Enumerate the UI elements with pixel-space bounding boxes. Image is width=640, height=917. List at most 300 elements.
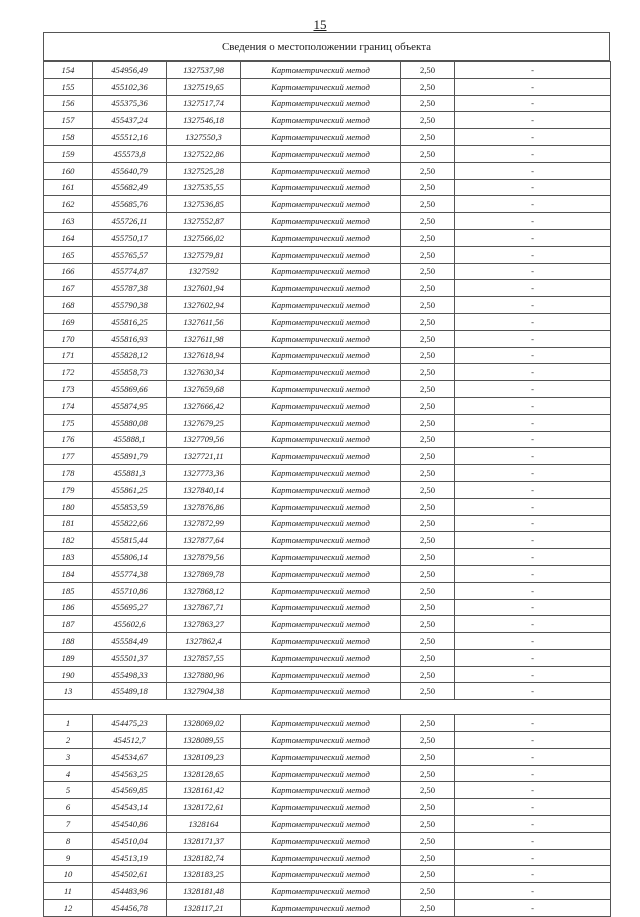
description-cell: - — [455, 246, 611, 263]
table-row — [44, 866, 611, 883]
coord-x-cell: 455853,59 — [93, 498, 167, 515]
method-cell: Картометрический метод — [241, 78, 401, 95]
table-row — [44, 431, 611, 448]
table-title: Сведения о местоположении границ объекта — [43, 32, 610, 61]
description-cell: - — [455, 330, 611, 347]
point-number-cell: 170 — [44, 330, 93, 347]
accuracy-cell: 2,50 — [401, 532, 455, 549]
description-cell: - — [455, 883, 611, 900]
coord-x-cell: 454513,19 — [93, 849, 167, 866]
coord-x-cell: 455602,6 — [93, 616, 167, 633]
coord-x-cell: 455874,95 — [93, 397, 167, 414]
method-cell: Картометрический метод — [241, 666, 401, 683]
description-cell: - — [455, 481, 611, 498]
coord-x-cell: 455489,18 — [93, 683, 167, 700]
description-cell: - — [455, 515, 611, 532]
description-cell: - — [455, 95, 611, 112]
coord-y-cell: 1327869,78 — [167, 565, 241, 582]
accuracy-cell: 2,50 — [401, 549, 455, 566]
table-row — [44, 765, 611, 782]
accuracy-cell: 2,50 — [401, 765, 455, 782]
coord-y-cell: 1327868,12 — [167, 582, 241, 599]
description-cell: - — [455, 532, 611, 549]
coord-x-cell: 455685,76 — [93, 196, 167, 213]
method-cell: Картометрический метод — [241, 515, 401, 532]
accuracy-cell: 2,50 — [401, 263, 455, 280]
table-row — [44, 532, 611, 549]
description-cell: - — [455, 799, 611, 816]
accuracy-cell: 2,50 — [401, 565, 455, 582]
method-cell: Картометрический метод — [241, 196, 401, 213]
table-row — [44, 229, 611, 246]
coord-x-cell: 454475,23 — [93, 715, 167, 732]
method-cell: Картометрический метод — [241, 414, 401, 431]
method-cell: Картометрический метод — [241, 481, 401, 498]
method-cell: Картометрический метод — [241, 782, 401, 799]
method-cell: Картометрический метод — [241, 297, 401, 314]
point-number-cell: 171 — [44, 347, 93, 364]
point-number-cell: 177 — [44, 448, 93, 465]
coord-x-cell: 454540,86 — [93, 816, 167, 833]
coord-y-cell: 1327550,3 — [167, 129, 241, 146]
description-cell: - — [455, 732, 611, 749]
coord-y-cell: 1327522,86 — [167, 145, 241, 162]
method-cell: Картометрический метод — [241, 448, 401, 465]
accuracy-cell: 2,50 — [401, 782, 455, 799]
method-cell: Картометрический метод — [241, 683, 401, 700]
point-number-cell: 165 — [44, 246, 93, 263]
point-number-cell: 10 — [44, 866, 93, 883]
method-cell: Картометрический метод — [241, 599, 401, 616]
method-cell: Картометрический метод — [241, 816, 401, 833]
coord-x-cell: 455858,73 — [93, 364, 167, 381]
point-number-cell: 5 — [44, 782, 93, 799]
coord-x-cell: 455512,16 — [93, 129, 167, 146]
description-cell: - — [455, 666, 611, 683]
table-row — [44, 715, 611, 732]
table-row — [44, 263, 611, 280]
table-row — [44, 683, 611, 700]
method-cell: Картометрический метод — [241, 715, 401, 732]
method-cell: Картометрический метод — [241, 582, 401, 599]
point-number-cell: 6 — [44, 799, 93, 816]
method-cell: Картометрический метод — [241, 381, 401, 398]
method-cell: Картометрический метод — [241, 832, 401, 849]
method-cell: Картометрический метод — [241, 549, 401, 566]
point-number-cell: 4 — [44, 765, 93, 782]
method-cell: Картометрический метод — [241, 397, 401, 414]
description-cell: - — [455, 549, 611, 566]
accuracy-cell: 2,50 — [401, 347, 455, 364]
description-cell: - — [455, 649, 611, 666]
coord-x-cell: 455869,66 — [93, 381, 167, 398]
coord-y-cell: 1328109,23 — [167, 748, 241, 765]
point-group-2 — [44, 715, 611, 917]
method-cell: Картометрический метод — [241, 748, 401, 765]
point-number-cell: 184 — [44, 565, 93, 582]
coord-y-cell: 1327659,68 — [167, 381, 241, 398]
accuracy-cell: 2,50 — [401, 900, 455, 917]
accuracy-cell: 2,50 — [401, 515, 455, 532]
accuracy-cell: 2,50 — [401, 849, 455, 866]
table-row — [44, 883, 611, 900]
point-number-cell: 180 — [44, 498, 93, 515]
description-cell: - — [455, 633, 611, 650]
description-cell: - — [455, 78, 611, 95]
coord-x-cell: 455828,12 — [93, 347, 167, 364]
table-row — [44, 448, 611, 465]
coord-y-cell: 1327566,02 — [167, 229, 241, 246]
point-number-cell: 187 — [44, 616, 93, 633]
coord-y-cell: 1327709,56 — [167, 431, 241, 448]
coord-y-cell: 1327721,11 — [167, 448, 241, 465]
point-number-cell: 163 — [44, 213, 93, 230]
coord-y-cell: 1327872,99 — [167, 515, 241, 532]
method-cell: Картометрический метод — [241, 62, 401, 79]
coord-y-cell: 1327592 — [167, 263, 241, 280]
point-number-cell: 7 — [44, 816, 93, 833]
coord-x-cell: 455790,38 — [93, 297, 167, 314]
method-cell: Картометрический метод — [241, 112, 401, 129]
coord-y-cell: 1327579,81 — [167, 246, 241, 263]
point-number-cell: 169 — [44, 313, 93, 330]
coord-y-cell: 1327601,94 — [167, 280, 241, 297]
coord-y-cell: 1327879,56 — [167, 549, 241, 566]
coord-x-cell: 455765,57 — [93, 246, 167, 263]
accuracy-cell: 2,50 — [401, 280, 455, 297]
point-number-cell: 172 — [44, 364, 93, 381]
coord-y-cell: 1327536,85 — [167, 196, 241, 213]
accuracy-cell: 2,50 — [401, 498, 455, 515]
table-row — [44, 179, 611, 196]
coord-x-cell: 455573,8 — [93, 145, 167, 162]
coord-x-cell: 455881,3 — [93, 465, 167, 482]
accuracy-cell: 2,50 — [401, 179, 455, 196]
description-cell: - — [455, 782, 611, 799]
point-number-cell: 160 — [44, 162, 93, 179]
description-cell: - — [455, 832, 611, 849]
point-number-cell: 183 — [44, 549, 93, 566]
point-number-cell: 185 — [44, 582, 93, 599]
coord-x-cell: 455774,38 — [93, 565, 167, 582]
point-number-cell: 1 — [44, 715, 93, 732]
accuracy-cell: 2,50 — [401, 364, 455, 381]
method-cell: Картометрический метод — [241, 179, 401, 196]
accuracy-cell: 2,50 — [401, 162, 455, 179]
coord-x-cell: 455498,33 — [93, 666, 167, 683]
point-number-cell: 8 — [44, 832, 93, 849]
method-cell: Картометрический метод — [241, 532, 401, 549]
method-cell: Картометрический метод — [241, 364, 401, 381]
coord-x-cell: 454512,7 — [93, 732, 167, 749]
accuracy-cell: 2,50 — [401, 666, 455, 683]
description-cell: - — [455, 582, 611, 599]
point-number-cell: 162 — [44, 196, 93, 213]
coord-x-cell: 455816,93 — [93, 330, 167, 347]
point-number-cell: 175 — [44, 414, 93, 431]
accuracy-cell: 2,50 — [401, 95, 455, 112]
table-row — [44, 799, 611, 816]
coord-y-cell: 1328161,42 — [167, 782, 241, 799]
coord-y-cell: 1328089,55 — [167, 732, 241, 749]
coord-y-cell: 1327876,86 — [167, 498, 241, 515]
coord-y-cell: 1327611,56 — [167, 313, 241, 330]
table-row — [44, 649, 611, 666]
table-row — [44, 364, 611, 381]
description-cell: - — [455, 414, 611, 431]
method-cell: Картометрический метод — [241, 498, 401, 515]
accuracy-cell: 2,50 — [401, 832, 455, 849]
method-cell: Картометрический метод — [241, 866, 401, 883]
table-row — [44, 62, 611, 79]
description-cell: - — [455, 145, 611, 162]
coord-x-cell: 455584,49 — [93, 633, 167, 650]
method-cell: Картометрический метод — [241, 129, 401, 146]
method-cell: Картометрический метод — [241, 330, 401, 347]
table-row — [44, 145, 611, 162]
accuracy-cell: 2,50 — [401, 246, 455, 263]
accuracy-cell: 2,50 — [401, 633, 455, 650]
coord-y-cell: 1328164 — [167, 816, 241, 833]
coord-y-cell: 1327773,36 — [167, 465, 241, 482]
point-number-cell: 158 — [44, 129, 93, 146]
table-row — [44, 213, 611, 230]
method-cell: Картометрический метод — [241, 900, 401, 917]
coord-y-cell: 1328183,25 — [167, 866, 241, 883]
description-cell: - — [455, 397, 611, 414]
point-number-cell: 190 — [44, 666, 93, 683]
coord-y-cell: 1327867,71 — [167, 599, 241, 616]
coord-x-cell: 455640,79 — [93, 162, 167, 179]
method-cell: Картометрический метод — [241, 313, 401, 330]
table-row — [44, 397, 611, 414]
point-number-cell: 168 — [44, 297, 93, 314]
table-row — [44, 313, 611, 330]
coord-y-cell: 1327611,98 — [167, 330, 241, 347]
accuracy-cell: 2,50 — [401, 229, 455, 246]
accuracy-cell: 2,50 — [401, 866, 455, 883]
accuracy-cell: 2,50 — [401, 732, 455, 749]
description-cell: - — [455, 347, 611, 364]
coord-x-cell: 454563,25 — [93, 765, 167, 782]
table-row — [44, 297, 611, 314]
coord-x-cell: 455437,24 — [93, 112, 167, 129]
table-row — [44, 498, 611, 515]
description-cell: - — [455, 381, 611, 398]
coord-y-cell: 1328171,37 — [167, 832, 241, 849]
coord-y-cell: 1327857,55 — [167, 649, 241, 666]
coord-x-cell: 454510,04 — [93, 832, 167, 849]
point-number-cell: 9 — [44, 849, 93, 866]
accuracy-cell: 2,50 — [401, 715, 455, 732]
method-cell: Картометрический метод — [241, 765, 401, 782]
coord-x-cell: 454569,85 — [93, 782, 167, 799]
accuracy-cell: 2,50 — [401, 448, 455, 465]
table-row — [44, 900, 611, 917]
table-row — [44, 549, 611, 566]
table-row — [44, 816, 611, 833]
coord-x-cell: 455861,25 — [93, 481, 167, 498]
coord-x-cell: 455726,11 — [93, 213, 167, 230]
method-cell: Картометрический метод — [241, 732, 401, 749]
coord-x-cell: 454956,49 — [93, 62, 167, 79]
point-number-cell: 161 — [44, 179, 93, 196]
accuracy-cell: 2,50 — [401, 397, 455, 414]
table-row — [44, 162, 611, 179]
coord-y-cell: 1327517,74 — [167, 95, 241, 112]
table-row — [44, 280, 611, 297]
method-cell: Картометрический метод — [241, 280, 401, 297]
coord-y-cell: 1328181,48 — [167, 883, 241, 900]
description-cell: - — [455, 866, 611, 883]
coord-y-cell: 1327618,94 — [167, 347, 241, 364]
method-cell: Картометрический метод — [241, 95, 401, 112]
description-cell: - — [455, 313, 611, 330]
accuracy-cell: 2,50 — [401, 297, 455, 314]
boundary-table — [43, 32, 610, 917]
point-number-cell: 3 — [44, 748, 93, 765]
description-cell: - — [455, 213, 611, 230]
coord-x-cell: 455501,37 — [93, 649, 167, 666]
coord-x-cell: 455891,79 — [93, 448, 167, 465]
point-number-cell: 186 — [44, 599, 93, 616]
group-separator — [44, 700, 611, 715]
accuracy-cell: 2,50 — [401, 213, 455, 230]
table-row — [44, 515, 611, 532]
coord-x-cell: 455774,87 — [93, 263, 167, 280]
point-number-cell: 176 — [44, 431, 93, 448]
table-row — [44, 129, 611, 146]
coord-y-cell: 1327630,34 — [167, 364, 241, 381]
table-row — [44, 565, 611, 582]
coord-x-cell: 455102,36 — [93, 78, 167, 95]
accuracy-cell: 2,50 — [401, 799, 455, 816]
accuracy-cell: 2,50 — [401, 112, 455, 129]
point-number-cell: 155 — [44, 78, 93, 95]
point-number-cell: 154 — [44, 62, 93, 79]
coordinates-table — [43, 61, 611, 917]
method-cell: Картометрический метод — [241, 633, 401, 650]
table-row — [44, 616, 611, 633]
table-row — [44, 633, 611, 650]
accuracy-cell: 2,50 — [401, 330, 455, 347]
accuracy-cell: 2,50 — [401, 649, 455, 666]
table-row — [44, 465, 611, 482]
description-cell: - — [455, 162, 611, 179]
description-cell: - — [455, 816, 611, 833]
coord-x-cell: 455710,86 — [93, 582, 167, 599]
page-number: 15 — [313, 17, 327, 32]
method-cell: Картометрический метод — [241, 649, 401, 666]
table-row — [44, 748, 611, 765]
table-row — [44, 95, 611, 112]
accuracy-cell: 2,50 — [401, 414, 455, 431]
coord-y-cell: 1327666,42 — [167, 397, 241, 414]
description-cell: - — [455, 179, 611, 196]
coord-x-cell: 455695,27 — [93, 599, 167, 616]
method-cell: Картометрический метод — [241, 162, 401, 179]
table-row — [44, 582, 611, 599]
coord-x-cell: 454543,14 — [93, 799, 167, 816]
method-cell: Картометрический метод — [241, 849, 401, 866]
coord-x-cell: 455815,44 — [93, 532, 167, 549]
table-row — [44, 330, 611, 347]
point-number-cell: 156 — [44, 95, 93, 112]
description-cell: - — [455, 565, 611, 582]
coord-y-cell: 1328128,65 — [167, 765, 241, 782]
coord-y-cell: 1328182,74 — [167, 849, 241, 866]
accuracy-cell: 2,50 — [401, 481, 455, 498]
accuracy-cell: 2,50 — [401, 196, 455, 213]
accuracy-cell: 2,50 — [401, 616, 455, 633]
method-cell: Картометрический метод — [241, 246, 401, 263]
description-cell: - — [455, 849, 611, 866]
method-cell: Картометрический метод — [241, 347, 401, 364]
table-row — [44, 732, 611, 749]
description-cell: - — [455, 431, 611, 448]
coord-y-cell: 1327880,96 — [167, 666, 241, 683]
point-number-cell: 167 — [44, 280, 93, 297]
coord-y-cell: 1327535,55 — [167, 179, 241, 196]
table-row — [44, 246, 611, 263]
coord-y-cell: 1327546,18 — [167, 112, 241, 129]
method-cell: Картометрический метод — [241, 883, 401, 900]
point-number-cell: 157 — [44, 112, 93, 129]
point-number-cell: 182 — [44, 532, 93, 549]
method-cell: Картометрический метод — [241, 431, 401, 448]
coord-y-cell: 1327877,64 — [167, 532, 241, 549]
coord-y-cell: 1327519,65 — [167, 78, 241, 95]
description-cell: - — [455, 683, 611, 700]
point-number-cell: 13 — [44, 683, 93, 700]
method-cell: Картометрический метод — [241, 799, 401, 816]
description-cell: - — [455, 616, 611, 633]
point-number-cell: 12 — [44, 900, 93, 917]
point-number-cell: 181 — [44, 515, 93, 532]
point-number-cell: 188 — [44, 633, 93, 650]
point-number-cell: 11 — [44, 883, 93, 900]
table-row — [44, 782, 611, 799]
coord-x-cell: 454483,96 — [93, 883, 167, 900]
accuracy-cell: 2,50 — [401, 883, 455, 900]
accuracy-cell: 2,50 — [401, 582, 455, 599]
method-cell: Картометрический метод — [241, 213, 401, 230]
coord-y-cell: 1327862,4 — [167, 633, 241, 650]
description-cell: - — [455, 196, 611, 213]
coord-x-cell: 455816,25 — [93, 313, 167, 330]
description-cell: - — [455, 599, 611, 616]
accuracy-cell: 2,50 — [401, 599, 455, 616]
method-cell: Картометрический метод — [241, 229, 401, 246]
description-cell: - — [455, 112, 611, 129]
coord-y-cell: 1327904,38 — [167, 683, 241, 700]
method-cell: Картометрический метод — [241, 565, 401, 582]
point-number-cell: 178 — [44, 465, 93, 482]
table-row — [44, 414, 611, 431]
accuracy-cell: 2,50 — [401, 748, 455, 765]
coord-y-cell: 1328117,21 — [167, 900, 241, 917]
coord-y-cell: 1327537,98 — [167, 62, 241, 79]
coord-y-cell: 1327679,25 — [167, 414, 241, 431]
point-number-cell: 166 — [44, 263, 93, 280]
description-cell: - — [455, 900, 611, 917]
point-number-cell: 179 — [44, 481, 93, 498]
accuracy-cell: 2,50 — [401, 381, 455, 398]
coord-y-cell: 1327840,14 — [167, 481, 241, 498]
coord-y-cell: 1327552,87 — [167, 213, 241, 230]
point-group-1 — [44, 62, 611, 700]
description-cell: - — [455, 129, 611, 146]
